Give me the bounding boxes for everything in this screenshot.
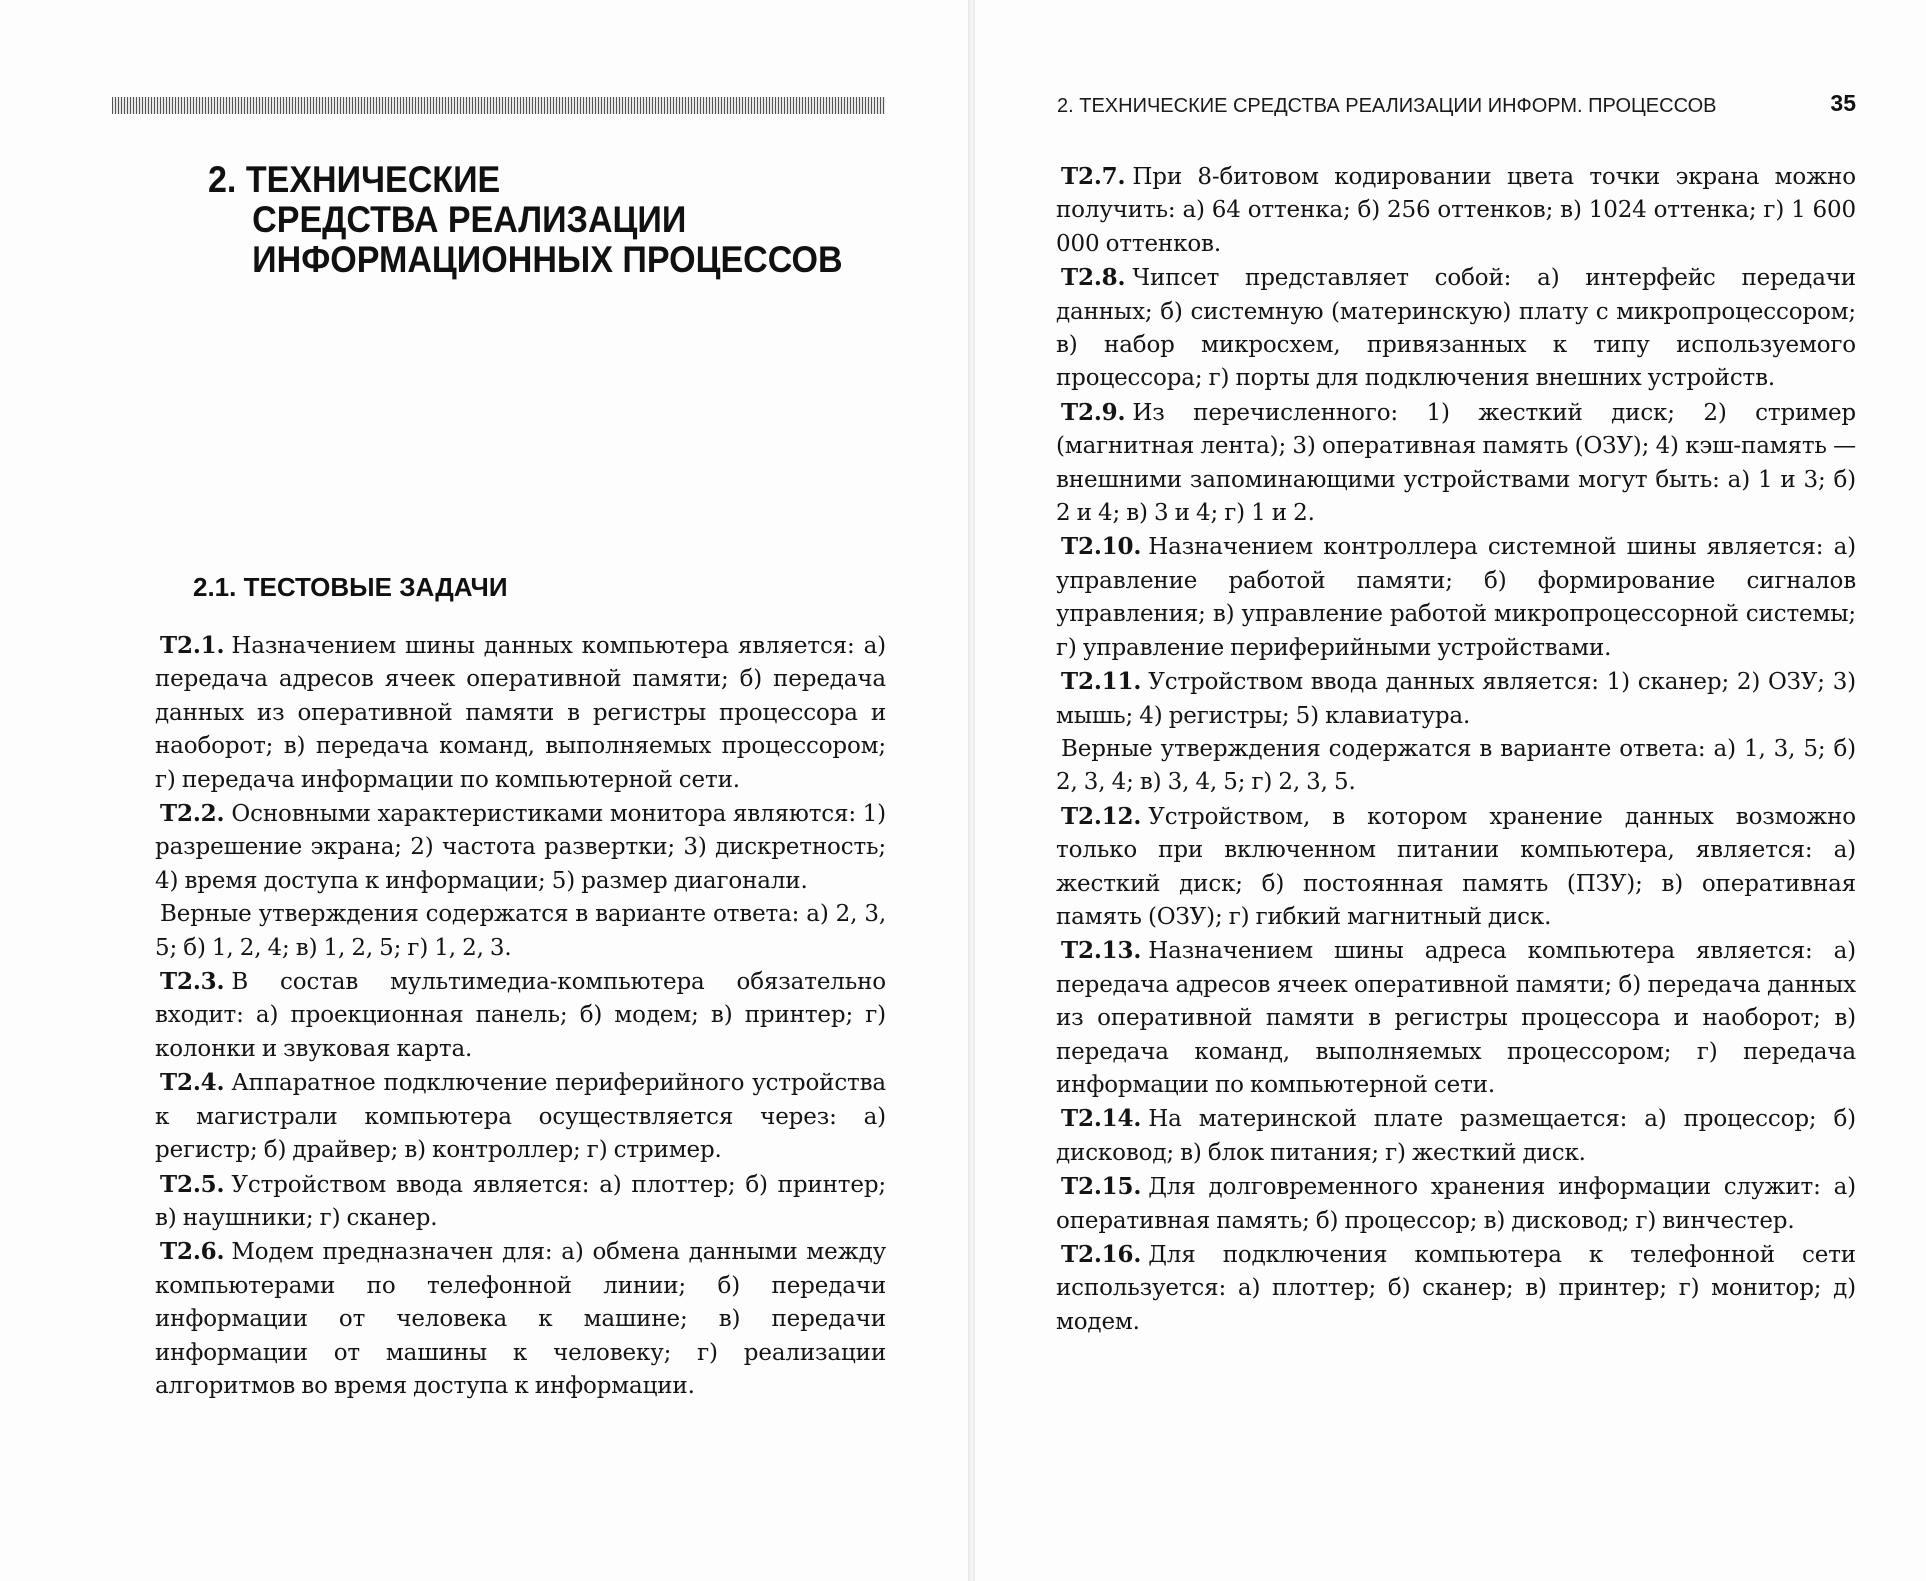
task-paragraph — [155, 797, 886, 898]
task-paragraph — [1056, 665, 1856, 733]
task-paragraph — [1056, 261, 1856, 396]
right-page-body — [1056, 160, 1856, 1339]
chapter-title-line: ИНФОРМАЦИОННЫХ ПРОЦЕССОВ — [252, 239, 843, 280]
task-code: Т2.8. — [1061, 264, 1126, 292]
task-text: Аппаратное подключение периферийного устройства к магистрали компьютера осуществляется через: а) регистр; б) драйвер; в) контроллер; г) стример. — [155, 1070, 886, 1164]
task-paragraph — [1056, 934, 1856, 1102]
task-code: Т2.15. — [1061, 1173, 1142, 1201]
task-code: Т2.2. — [160, 800, 225, 828]
chapter-title-line: 2. ТЕХНИЧЕСКИЕ — [208, 159, 501, 200]
task-code: Т2.11. — [1061, 668, 1142, 696]
task-paragraph — [155, 629, 886, 797]
task-text: Назначением шины адреса компьютера является: а) передача адресов ячеек оперативной памяти; б) передача данных из оперативной памяти в регистры процессора и наоборот; в) передача команд, выполняемых процессором; г) передача информации по компьютерной сети. — [1056, 938, 1856, 1098]
task-code: Т2.10. — [1061, 533, 1142, 561]
answer-text: Верные утверждения содержатся в варианте ответа: а) 2, 3, 5; б) 1, 2, 4; в) 1, 2, 5; г) 1, 2, 3. — [155, 901, 886, 961]
task-code: Т2.9. — [1061, 398, 1126, 426]
task-code: Т2.1. — [160, 632, 225, 659]
task-code: Т2.14. — [1061, 1105, 1142, 1133]
task-paragraph — [155, 1066, 886, 1167]
task-paragraph — [155, 1168, 886, 1236]
task-text: В состав мультимедиа-компьютера обязательно входит: а) проекционная панель; б) модем; в) принтер; г) колонки и звуковая карта. — [155, 969, 886, 1062]
answer-text: Верные утверждения содержатся в варианте ответа: а) 1, 3, 5; б) 2, 3, 4; в) 3, 4, 5; г) 2, 3, 5. — [1056, 735, 1856, 796]
task-text: Назначением контроллера системной шины является: а) управление работой памяти; б) формирование сигналов управления; в) управление работой микропроцессорной системы; г) управление периферийными устройствами. — [1056, 534, 1856, 661]
section-title: 2.1. ТЕСТОВЫЕ ЗАДАЧИ — [193, 572, 508, 602]
task-code: Т2.6. — [160, 1238, 225, 1266]
answer-paragraph — [1056, 733, 1856, 800]
task-text: На материнской плате размещается: а) процессор; б) дисковод; в) блок питания; г) жесткий диск. — [1056, 1106, 1856, 1166]
book-gutter — [968, 0, 975, 1581]
task-text: Назначением шины данных компьютера является: а) передача адресов ячеек оперативной памяти; б) передача данных из оперативной памяти в регистры процессора и наоборот; в) передача команд, выполняемых процессором; г) передача информации по компьютерной сети. — [155, 633, 886, 793]
task-text: Устройством ввода данных является: 1) сканер; 2) ОЗУ; 3) мышь; 4) регистры; 5) клавиатура. — [1056, 669, 1856, 729]
answer-paragraph — [155, 898, 886, 965]
chapter-title — [208, 160, 852, 280]
task-text: Основными характеристиками монитора являются: 1) разрешение экрана; 2) частота развертки; 3) дискретность; 4) время доступа к информации; 5) размер диагонали. — [155, 801, 886, 894]
task-code: Т2.12. — [1061, 802, 1142, 830]
chapter-title-line: СРЕДСТВА РЕАЛИЗАЦИИ — [252, 199, 687, 240]
task-text: Чипсет представляет собой: а) интерфейс передачи данных; б) системную (материнскую) плату с микропроцессором; в) набор микросхем, привязанных к типу используемого процессора; г) порты для подключения внешних устройств. — [1056, 265, 1856, 392]
task-code: Т2.13. — [1061, 937, 1142, 965]
task-code: Т2.3. — [160, 968, 225, 996]
task-paragraph — [1056, 1170, 1856, 1238]
task-text: Устройством, в котором хранение данных возможно только при включенном питании компьютера, является: а) жесткий диск; б) постоянная память (ПЗУ); в) оперативная память (ОЗУ); г) гибкий магнитный диск. — [1056, 803, 1856, 930]
task-paragraph — [1056, 160, 1856, 261]
task-paragraph — [1056, 396, 1856, 531]
left-page-body — [155, 629, 886, 1403]
task-code: Т2.7. — [1061, 163, 1126, 190]
task-code: Т2.5. — [160, 1170, 225, 1198]
task-code: Т2.4. — [160, 1069, 225, 1097]
task-text: Устройством ввода является: а) плоттер; б) принтер; в) наушники; г) сканер. — [155, 1171, 886, 1231]
task-paragraph — [1056, 800, 1856, 935]
task-paragraph — [155, 965, 886, 1066]
page-number: 35 — [1830, 90, 1856, 116]
task-paragraph — [155, 1235, 886, 1403]
task-text: При 8-битовом кодировании цвета точки экрана можно получить: а) 64 оттенка; б) 256 оттенков; в) 1024 оттенка; г) 1 600 000 оттенков. — [1056, 164, 1856, 257]
task-paragraph — [1056, 530, 1856, 665]
task-text: Из перечисленного: 1) жесткий диск; 2) стример (магнитная лента); 3) оперативная память (ОЗУ); 4) кэш-память — внешними запоминающими устройствами могут быть: а) 1 и 3; б) 2 и 4; в) 3 и 4; г) 1 и 2. — [1056, 399, 1856, 527]
task-code: Т2.16. — [1061, 1241, 1142, 1268]
decorative-hatch-bar — [112, 97, 885, 114]
running-head: 2. ТЕХНИЧЕСКИЕ СРЕДСТВА РЕАЛИЗАЦИИ ИНФОРМ. ПРОЦЕССОВ — [1057, 95, 1717, 117]
task-text: Для подключения компьютера к телефонной сети используется: а) плоттер; б) сканер; в) принтер; г) монитор; д) модем. — [1056, 1242, 1856, 1335]
task-text: Модем предназначен для: а) обмена данными между компьютерами по телефонной линии; б) передачи информации от человека к машине; в) передачи информации от машины к человеку; г) реализации алгоритмов во время доступа к информации. — [155, 1239, 886, 1399]
task-text: Для долговременного хранения информации служит: а) оперативная память; б) процессор; в) дисковод; г) винчестер. — [1056, 1174, 1856, 1234]
task-paragraph — [1056, 1238, 1856, 1339]
task-paragraph — [1056, 1102, 1856, 1170]
